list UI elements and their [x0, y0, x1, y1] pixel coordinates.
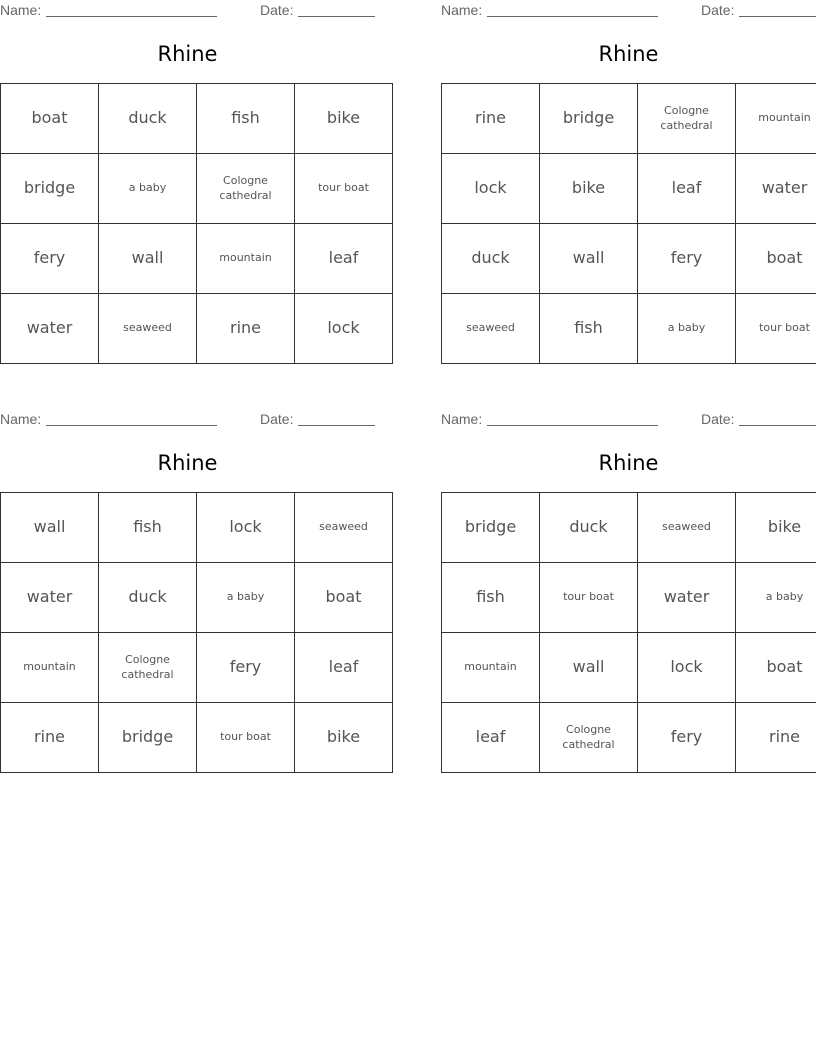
name-label: Name: [441, 411, 483, 427]
card-header [441, 409, 816, 431]
bingo-cell: fery [638, 224, 736, 294]
bingo-cell: leaf [638, 154, 736, 224]
bingo-cell: fish [540, 294, 638, 364]
bingo-cell: Cologne cathedral [638, 84, 736, 154]
bingo-cell: seaweed [295, 493, 393, 563]
bingo-card [0, 409, 375, 747]
bingo-cell: water [1, 563, 99, 633]
bingo-cell: mountain [1, 633, 99, 703]
bingo-cell: tour boat [295, 154, 393, 224]
bingo-cell: rine [736, 703, 816, 773]
bingo-cell: rine [1, 703, 99, 773]
bingo-cell: tour boat [197, 703, 295, 773]
card-title: Rhine [157, 451, 218, 475]
bingo-cell: bike [736, 493, 816, 563]
bingo-cell: a baby [197, 563, 295, 633]
bingo-card [0, 0, 375, 338]
bingo-cell: duck [540, 493, 638, 563]
card-title: Rhine [598, 42, 659, 66]
bingo-cell: bridge [1, 154, 99, 224]
bingo-cell: fish [99, 493, 197, 563]
name-blank [487, 425, 658, 426]
date-blank [298, 425, 375, 426]
bingo-cell: fish [442, 563, 540, 633]
bingo-grid [0, 83, 393, 364]
bingo-cell: duck [442, 224, 540, 294]
bingo-cell: Cologne cathedral [540, 703, 638, 773]
bingo-grid [441, 83, 816, 364]
bingo-cell: fish [197, 84, 295, 154]
name-blank [46, 16, 217, 17]
bingo-cell: duck [99, 563, 197, 633]
bingo-cell: mountain [442, 633, 540, 703]
bingo-cell: boat [736, 633, 816, 703]
bingo-cell: fery [638, 703, 736, 773]
bingo-cell: seaweed [99, 294, 197, 364]
bingo-cell: a baby [638, 294, 736, 364]
bingo-cell: rine [197, 294, 295, 364]
bingo-cell: bike [295, 84, 393, 154]
bingo-cell: a baby [99, 154, 197, 224]
bingo-cell: duck [99, 84, 197, 154]
bingo-cell: water [1, 294, 99, 364]
date-label: Date: [701, 2, 735, 18]
bingo-cell: tour boat [736, 294, 816, 364]
card-title: Rhine [157, 42, 218, 66]
bingo-cell: bike [295, 703, 393, 773]
bingo-cell: lock [197, 493, 295, 563]
bingo-cell: boat [295, 563, 393, 633]
bingo-cell: fery [1, 224, 99, 294]
bingo-grid [441, 492, 816, 773]
bingo-cell: wall [540, 224, 638, 294]
date-blank [739, 425, 816, 426]
name-blank [487, 16, 658, 17]
bingo-cell: bridge [540, 84, 638, 154]
bingo-cell: bridge [442, 493, 540, 563]
bingo-cell: wall [540, 633, 638, 703]
bingo-cell: a baby [736, 563, 816, 633]
name-label: Name: [0, 2, 42, 18]
bingo-cell: Cologne cathedral [197, 154, 295, 224]
bingo-cell: lock [638, 633, 736, 703]
bingo-cell: seaweed [442, 294, 540, 364]
card-header [0, 409, 375, 431]
bingo-cell: Cologne cathedral [99, 633, 197, 703]
bingo-cell: seaweed [638, 493, 736, 563]
bingo-cell: water [638, 563, 736, 633]
bingo-cell: lock [295, 294, 393, 364]
bingo-cell: rine [442, 84, 540, 154]
bingo-cell: leaf [295, 224, 393, 294]
date-blank [739, 16, 816, 17]
bingo-card [441, 409, 816, 751]
bingo-cell: bridge [99, 703, 197, 773]
date-label: Date: [260, 411, 294, 427]
bingo-cell: wall [99, 224, 197, 294]
bingo-cell: tour boat [540, 563, 638, 633]
bingo-cell: leaf [295, 633, 393, 703]
name-blank [46, 425, 217, 426]
date-label: Date: [260, 2, 294, 18]
name-label: Name: [0, 411, 42, 427]
card-header [441, 0, 816, 22]
bingo-cell: water [736, 154, 816, 224]
bingo-cell: mountain [197, 224, 295, 294]
date-blank [298, 16, 375, 17]
bingo-cell: lock [442, 154, 540, 224]
card-header [0, 0, 375, 22]
bingo-cell: fery [197, 633, 295, 703]
bingo-cell: boat [1, 84, 99, 154]
bingo-cell: mountain [736, 84, 816, 154]
bingo-cell: wall [1, 493, 99, 563]
card-title: Rhine [598, 451, 659, 475]
bingo-cell: bike [540, 154, 638, 224]
name-label: Name: [441, 2, 483, 18]
bingo-card [441, 0, 816, 338]
date-label: Date: [701, 411, 735, 427]
bingo-grid [0, 492, 393, 773]
bingo-cell: leaf [442, 703, 540, 773]
bingo-cell: boat [736, 224, 816, 294]
